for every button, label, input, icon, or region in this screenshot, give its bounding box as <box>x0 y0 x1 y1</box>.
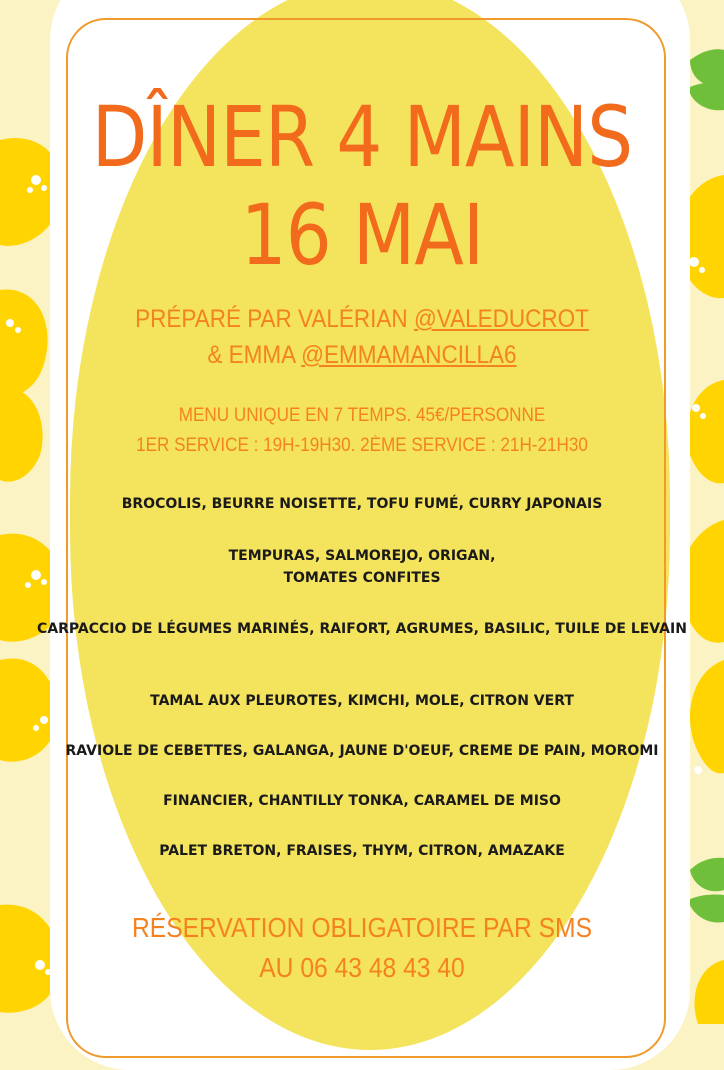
reservation-phone[interactable]: AU 06 43 48 43 40 <box>259 952 465 983</box>
chef-handle-link[interactable]: @VALEDUCROT <box>413 305 589 333</box>
menu-price-info: MENU UNIQUE EN 7 TEMPS. 45€/PERSONNE <box>178 405 546 426</box>
second-chef-text: & EMMA <box>207 341 302 369</box>
chef-handle-link[interactable]: @EMMAMANCILLA6 <box>301 341 517 369</box>
event-date: 16 MAI <box>240 186 484 284</box>
menu-item: PALET BRETON, FRAISES, THYM, CITRON, AMAZAKE <box>159 843 565 859</box>
menu-item: RAVIOLE DE CEBETTES, GALANGA, JAUNE D'OEUF, CREME DE PAIN, MOROMI <box>65 743 659 759</box>
menu-item <box>30 545 694 589</box>
menu-item: CARPACCIO DE LÉGUMES MARINÉS, RAIFORT, AGRUMES, BASILIC, TUILE DE LEVAIN <box>37 621 687 637</box>
menu-item: FINANCIER, CHANTILLY TONKA, CARAMEL DE MISO <box>163 793 561 809</box>
reservation-notice: RÉSERVATION OBLIGATOIRE PAR SMS <box>131 912 593 943</box>
prepared-by-line <box>36 302 688 336</box>
second-chef-line <box>36 338 688 372</box>
service-times: 1ER SERVICE : 19H-19H30. 2ÈME SERVICE : 21H-21H30 <box>136 435 588 456</box>
menu-item: TAMAL AUX PLEUROTES, KIMCHI, MOLE, CITRON VERT <box>150 693 574 709</box>
prepared-by-text: PRÉPARÉ PAR VALÉRIAN <box>135 305 414 333</box>
menu-item-line: TOMATES CONFITES <box>283 570 441 586</box>
menu-item-line: TEMPURAS, SALMOREJO, ORIGAN, <box>228 548 496 564</box>
event-title: DÎNER 4 MAINS <box>91 88 633 186</box>
menu-item: BROCOLIS, BEURRE NOISETTE, TOFU FUMÉ, CURRY JAPONAIS <box>121 496 603 512</box>
